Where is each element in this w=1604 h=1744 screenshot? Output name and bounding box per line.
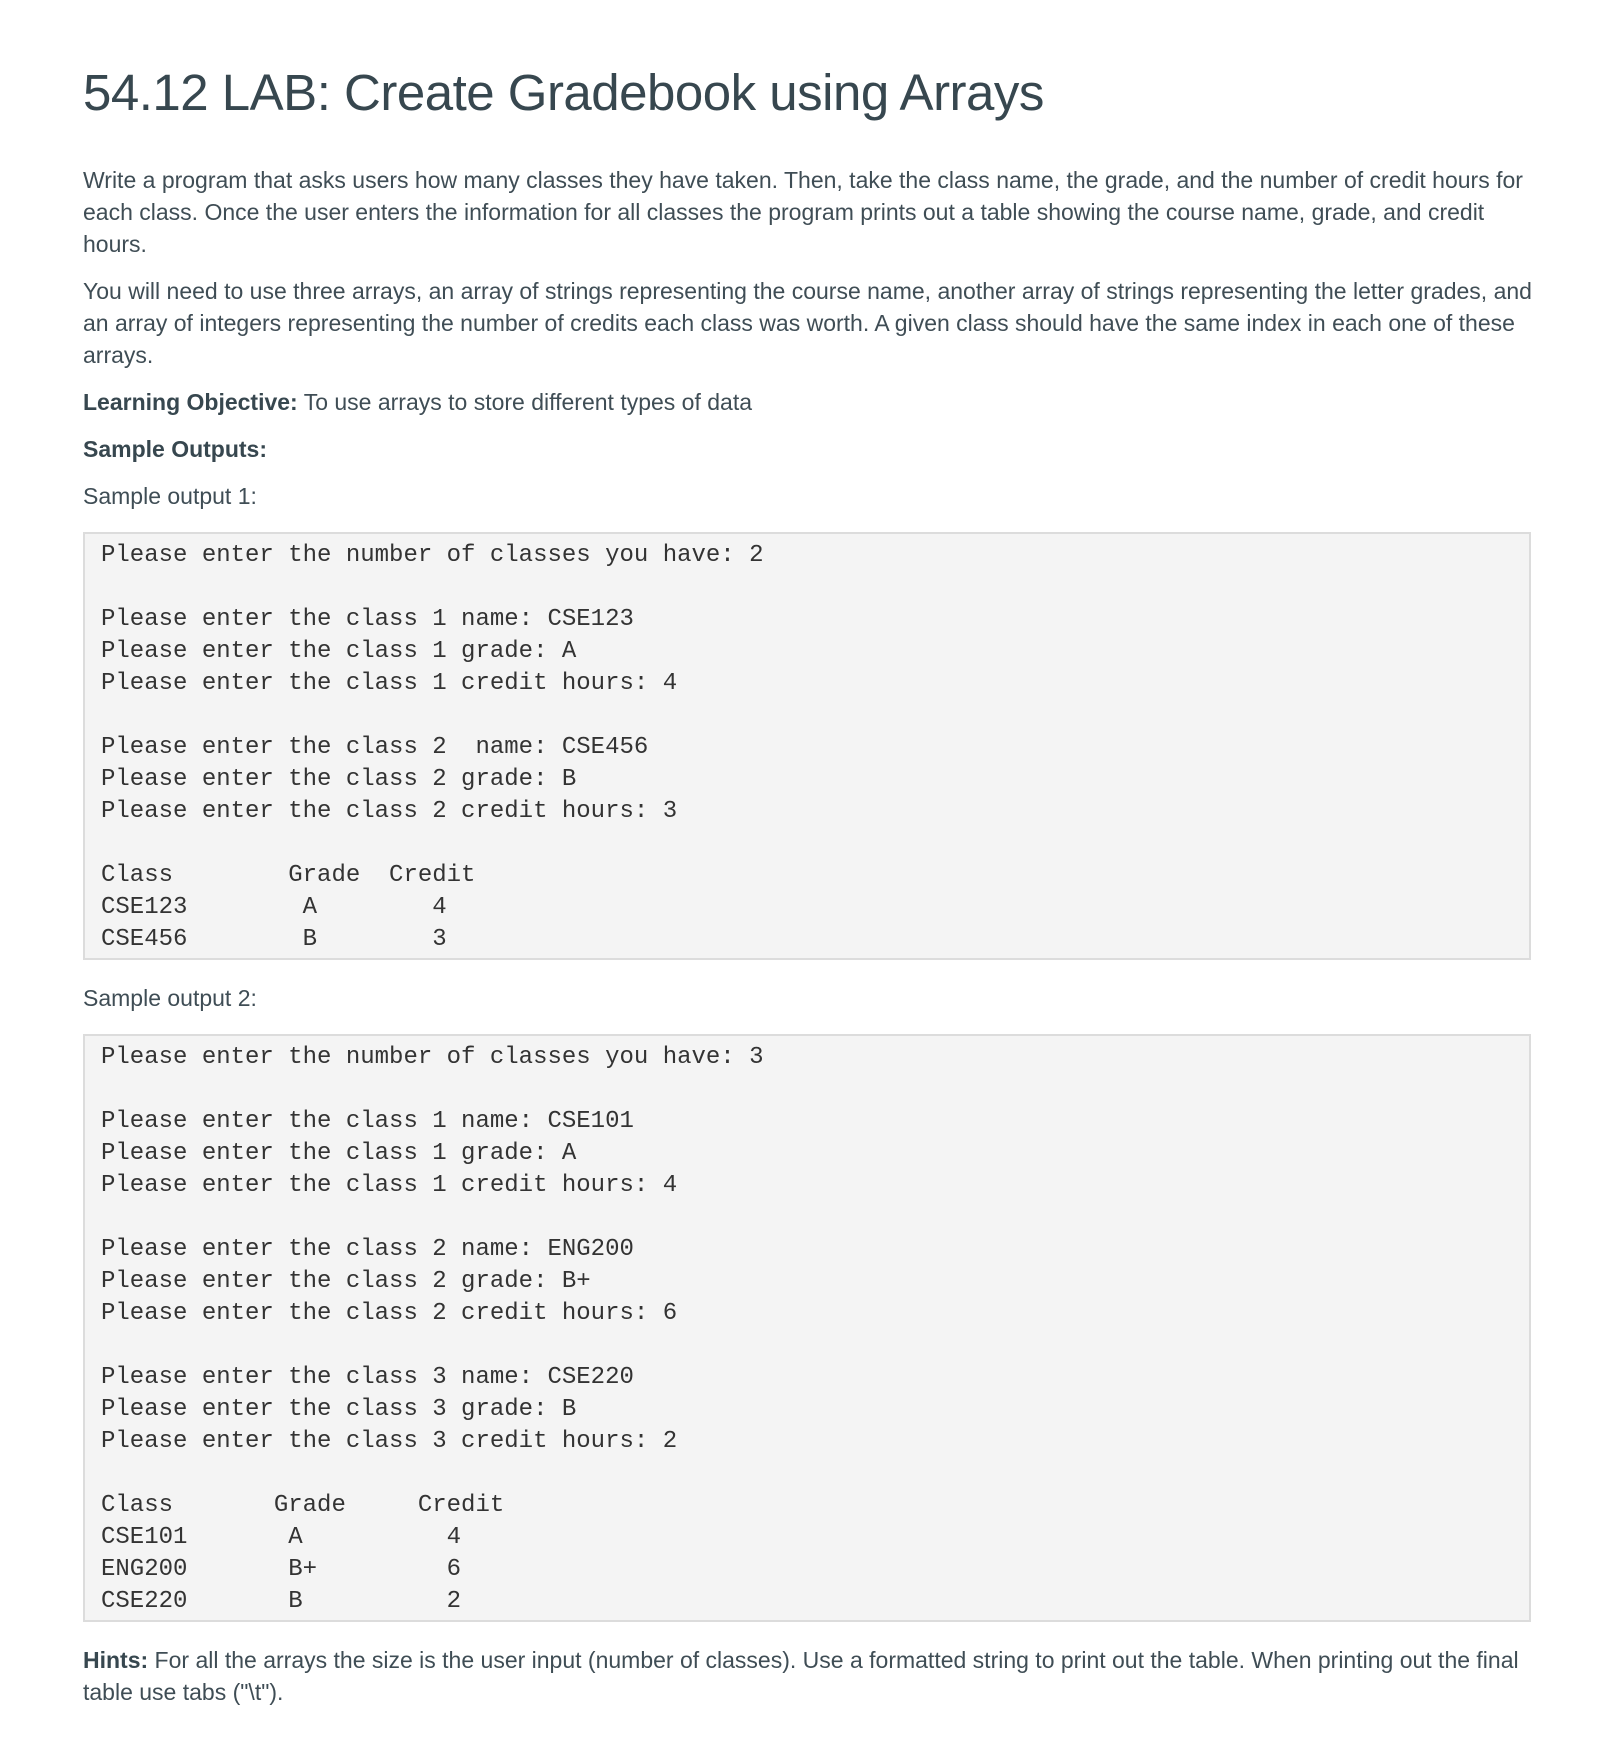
console-line [101,1458,1529,1490]
learning-objective-text: To use arrays to store different types of data [297,389,753,415]
console-line [101,1330,1529,1362]
console-line: ENG200 B+ 6 [101,1556,462,1583]
sample-output-2-console [83,1034,1531,1622]
console-line: Please enter the class 2 name: CSE456 [101,734,649,761]
console-line [101,700,1529,732]
sample-outputs-heading [83,433,1533,465]
console-line: Please enter the class 1 credit hours: 4 [101,670,678,697]
console-line: CSE456 B 3 [101,926,447,953]
console-line: Please enter the class 3 name: CSE220 [101,1364,634,1391]
console-line: Please enter the class 2 credit hours: 3 [101,798,678,825]
console-line: Please enter the class 1 grade: A [101,638,577,665]
console-line: Please enter the class 3 credit hours: 2 [101,1428,678,1455]
console-line [101,1074,1529,1106]
sample-output-1-label: Sample output 1: [83,483,257,509]
console-line [101,572,1529,604]
console-line: Please enter the number of classes you have: 3 [101,1044,764,1071]
sample-output-1-console [83,532,1531,960]
learning-objective [83,386,1533,418]
console-line: Please enter the class 2 grade: B+ [101,1268,591,1295]
console-line: CSE123 A 4 [101,894,447,921]
console-line: Please enter the number of classes you have: 2 [101,542,764,569]
console-line: Class Grade Credit [101,1492,505,1519]
console-line: Please enter the class 2 credit hours: 6 [101,1300,678,1327]
hints-text: For all the arrays the size is the user input (number of classes). Use a formatted string to print out the table. When printing out the final table use tabs ("\t"). [83,1647,1519,1705]
intro-paragraph-2: You will need to use three arrays, an array of strings representing the course name, another array of strings representing the letter grades, and an array of integers representing the number of credits each class was worth. A given class should have the same index in each one of these arrays. [83,278,1532,368]
console-line: Please enter the class 1 credit hours: 4 [101,1172,678,1199]
intro-paragraph-1: Write a program that asks users how many classes they have taken. Then, take the class name, the grade, and the number of credit hours for each class. Once the user enters the information for all classes the program prints out a table showing the course name, grade, and credit hours. [83,167,1523,257]
console-line: Please enter the class 2 grade: B [101,766,577,793]
console-line: Please enter the class 1 grade: A [101,1140,577,1167]
console-line: CSE220 B 2 [101,1588,462,1615]
console-line [101,1202,1529,1234]
learning-objective-label: Learning Objective: [83,389,298,415]
console-line: Class Grade Credit [101,862,476,889]
hints-paragraph [83,1644,1533,1708]
console-line: Please enter the class 2 name: ENG200 [101,1236,634,1263]
console-line: CSE101 A 4 [101,1524,462,1551]
console-line: Please enter the class 1 name: CSE123 [101,606,634,633]
console-line: Please enter the class 1 name: CSE101 [101,1108,634,1135]
console-line: Please enter the class 3 grade: B [101,1396,577,1423]
sample-outputs-heading-text: Sample Outputs: [83,436,268,462]
console-line [101,828,1529,860]
hints-label: Hints: [83,1647,149,1673]
page-title: 54.12 LAB: Create Gradebook using Arrays [83,64,1044,121]
sample-output-2-label: Sample output 2: [83,985,257,1011]
